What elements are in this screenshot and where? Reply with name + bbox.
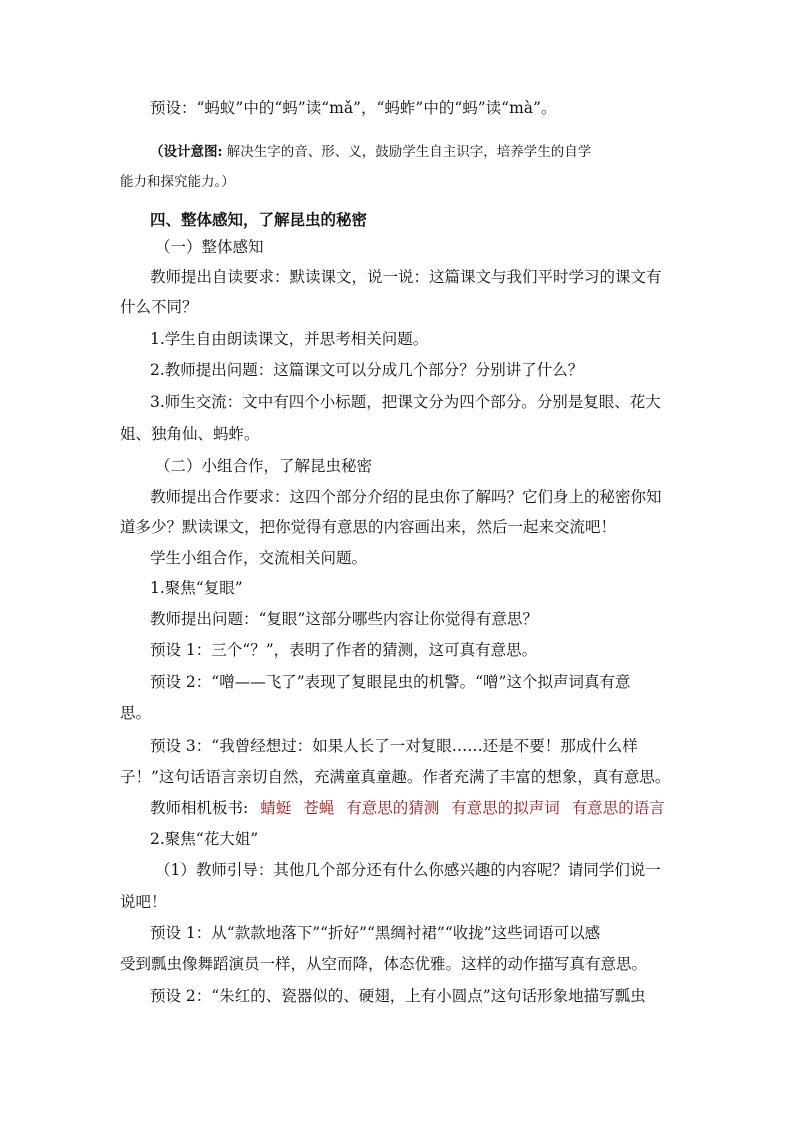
step-2: 2.教师提出问题：这篇课文可以分成几个部分？分别讲了什么？ [150, 361, 584, 379]
ladybug-preset-2: 预设 2：“朱红的、瓷器似的、硬翅，上有小圆点”这句话形象地描写瓢虫 [150, 987, 646, 1005]
teacher-question: 教师提出问题：“复眼”这部分哪些内容让你觉得有意思？ [150, 610, 538, 628]
teacher-guidance-cont: 说吧！ [120, 893, 167, 911]
preset-1: 预设 1：三个“？”，表明了作者的猜测，这可真有意思。 [150, 641, 538, 659]
teacher-reading-request: 教师提出自读要求：默读课文，说一说：这篇课文与我们平时学习的课文有 [150, 268, 662, 286]
step-1: 1.学生自由朗读课文，并思考相关问题。 [150, 330, 429, 348]
teacher-cooperation-request: 教师提出合作要求：这四个部分介绍的昆虫你了解吗？它们身上的秘密你知 [150, 488, 662, 506]
group-cooperation: 学生小组合作，交流相关问题。 [150, 549, 368, 567]
design-intent-label: （设计意图: [150, 144, 223, 160]
design-intent-line-2: 能力和探究能力。） [120, 174, 235, 190]
board-item: 有意思的语言 [571, 799, 665, 817]
board-item: 有意思的拟声词 [451, 799, 560, 817]
preset-2: 预设 2：“噌——飞了”表现了复眼昆虫的机警。“噌”这个拟声词真有意 [150, 673, 631, 691]
focus-compound-eye: 1.聚焦“复眼” [150, 579, 243, 597]
teacher-cooperation-request-cont: 道多少？默读课文，把你觉得有意思的内容画出来，然后一起来交流吧！ [120, 518, 617, 536]
step-3-cont: 姐、独角仙、蚂蚱。 [120, 425, 260, 443]
step-3: 3.师生交流：文中有四个小标题，把课文分为四个部分。分别是复眼、花大 [150, 393, 661, 411]
teacher-reading-request-cont: 什么不同？ [120, 298, 198, 316]
design-intent-text: 解决生字的音、形、义，鼓励学生自主识字，培养学生的自学 [222, 144, 592, 160]
board-item: 蜻蜓 [260, 799, 292, 817]
section-heading-4: 四、整体感知，了解昆虫的秘密 [150, 211, 368, 229]
subsection-heading-2: （二）小组合作，了解昆虫秘密 [155, 457, 373, 475]
blackboard-label: 教师相机板书: [150, 799, 249, 817]
preset-2-cont: 思。 [120, 704, 152, 722]
design-intent-line-1 [120, 142, 675, 162]
preset-3-cont: 子！”这句话语言亲切自然，充满童真童趣。作者充满了丰富的想象，真有意思。 [120, 768, 671, 786]
blackboard-line [150, 798, 665, 818]
teacher-guidance: （1）教师引导：其他几个部分还有什么你感兴趣的内容呢？请同学们说一 [155, 861, 661, 879]
ladybug-preset-1-cont: 受到瓢虫像舞蹈演员一样，从空而降，体态优雅。这样的动作描写真有意思。 [120, 955, 648, 973]
preset-pronunciation: 预设：“蚂蚁”中的“蚂”读“mǎ”，“蚂蚱”中的“蚂”读“mà”。 [150, 99, 557, 117]
board-item: 有意思的猜测 [346, 799, 440, 817]
subsection-heading-1: （一）整体感知 [155, 238, 264, 256]
board-item: 苍蝇 [303, 799, 335, 817]
ladybug-preset-1: 预设 1：从“款款地落下”“折好”“黑绸衬裙”“收拢”这些词语可以感 [150, 924, 601, 942]
preset-3: 预设 3：“我曾经想过：如果人长了一对复眼……还是不要！那成什么样 [150, 737, 638, 755]
focus-ladybug: 2.聚焦“花大姐” [150, 830, 259, 848]
